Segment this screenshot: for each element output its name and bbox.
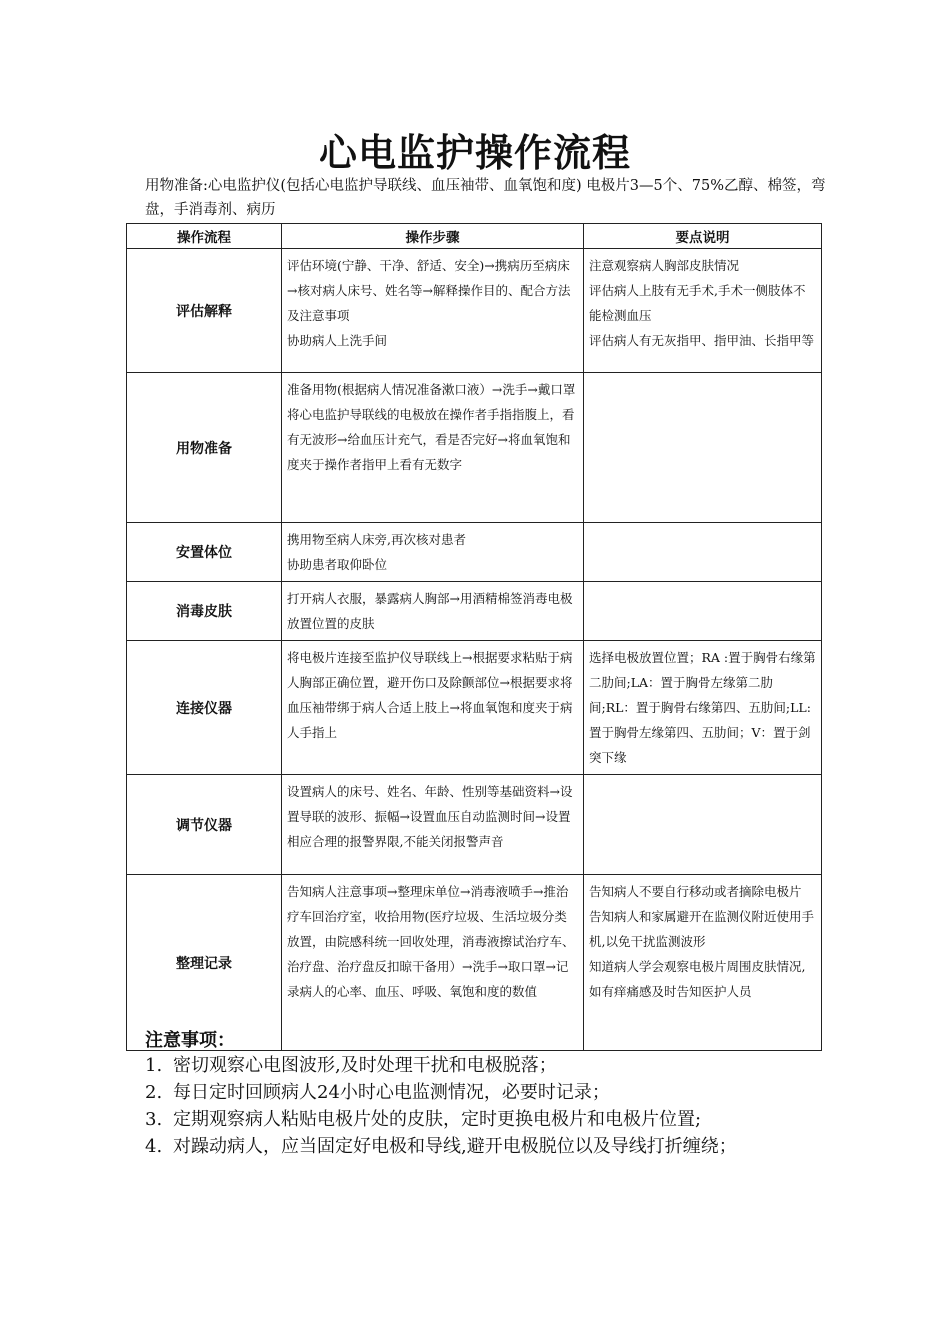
list-item [145,1054,825,1078]
list-number: 4. [145,1136,163,1157]
stage-cell: 调节仪器 [127,775,282,875]
stage-cell: 消毒皮肤 [127,582,282,641]
list-item [145,1108,825,1132]
list-text: 密切观察心电图波形,及时处理干扰和电极脱落； [173,1055,557,1076]
steps-cell [282,249,584,373]
step-text: 将心电监护导联线的电极放在操作者手指指腹上，看有无波形→给血压计充气，看是否完好→将血氧饱和度夹于操作者指甲上看有无数字 [287,407,575,472]
step-text: 准备用物(根据病人情况准备漱口液）→洗手→戴口罩 [287,382,576,397]
table-row [127,875,822,1051]
note-text: 告知病人和家属避开在监测仪附近使用手机,以免干扰监测波形 [589,909,815,949]
procedure-table [126,223,822,1051]
notes-cell [584,523,822,582]
list-item [145,1081,825,1105]
header-stage: 操作流程 [127,224,282,249]
notes-cell [584,373,822,523]
stage-cell: 连接仪器 [127,641,282,775]
list-text: 每日定时回顾病人24小时心电监测情况，必要时记录； [173,1082,610,1103]
step-text: 协助病人上洗手间 [287,333,388,348]
cautions-title: 注意事项： [145,1030,235,1051]
steps-cell [282,582,584,641]
table-row [127,523,822,582]
table-row [127,582,822,641]
table-row [127,641,822,775]
step-text: 评估环境(宁静、干净、舒适、安全)→携病历至病床→核对病人床号、姓名等→解释操作目的、配合方法及注意事项 [287,258,571,323]
list-number: 1. [145,1055,163,1076]
stage-cell: 安置体位 [127,523,282,582]
steps-cell [282,523,584,582]
notes-cell [584,775,822,875]
list-number: 3. [145,1109,163,1130]
cautions-list [145,1054,825,1159]
step-text: 协助患者取仰卧位 [287,557,388,572]
table-row [127,373,822,523]
step-text: 打开病人衣服，暴露病人胸部→用酒精棉签消毒电极放置位置的皮肤 [287,591,573,631]
note-text: 注意观察病人胸部皮肤情况 [589,258,740,273]
list-item [145,1135,825,1159]
header-steps: 操作步骤 [282,224,584,249]
note-text: 告知病人不要自行移动或者摘除电极片 [589,884,802,899]
table-row [127,249,822,373]
stage-cell: 评估解释 [127,249,282,373]
cautions-section [145,1028,825,1162]
note-text: 评估病人上肢有无手术,手术一侧肢体不能检测血压 [589,283,806,323]
steps-cell [282,775,584,875]
note-text: 知道病人学会观察电极片周围皮肤情况,如有痒痛感及时告知医护人员 [589,959,806,999]
note-text: 选择电极放置位置；RA :置于胸骨右缘第二肋间;LA：置于胸骨左缘第二肋间;RL：置于胸骨右缘第四、五肋间;LL:置于胸骨左缘第四、五肋间；V：置于剑突下缘 [589,650,816,765]
list-text: 定期观察病人粘贴电极片处的皮肤，定时更换电极片和电极片位置; [173,1109,702,1130]
notes-cell [584,249,822,373]
notes-cell [584,641,822,775]
table-row [127,775,822,875]
step-text: 设置病人的床号、姓名、年龄、性别等基础资料→设置导联的波形、振幅→设置血压自动监测时间→设置相应合理的报警界限,不能关闭报警声音 [287,784,573,849]
table-header-row [127,224,822,249]
supplies-paragraph: 用物准备:心电监护仪(包括心电监护导联线、血压袖带、血氧饱和度) 电极片3—5个、75%乙醇、棉签，弯盘，手消毒剂、病历 [145,178,826,218]
list-text: 对躁动病人，应当固定好电极和导线,避开电极脱位以及导线打折缠绕； [173,1136,737,1157]
step-text: 告知病人注意事项→整理床单位→消毒液喷手→推治疗车回治疗室，收拾用物(医疗垃圾、生活垃圾分类放置，由院感科统一回收处理，消毒液擦试治疗车、治疗盘、治疗盘反扣晾干备用）→洗手→取口罩→记录病人的心率、血压、呼吸、氧饱和度的数值 [287,884,575,999]
step-text: 将电极片连接至监护仪导联线上→根据要求粘贴于病人胸部正确位置，避开伤口及除颤部位→根据要求将血压袖带绑于病人合适上肢上→将血氧饱和度夹于病人手指上 [287,650,573,740]
step-text: 携用物至病人床旁,再次核对患者 [287,532,466,547]
header-notes: 要点说明 [584,224,822,249]
stage-cell: 整理记录 [127,875,282,1051]
stage-cell: 用物准备 [127,373,282,523]
notes-cell [584,582,822,641]
steps-cell [282,641,584,775]
steps-cell [282,373,584,523]
note-text: 评估病人有无灰指甲、指甲油、长指甲等 [589,333,815,348]
steps-cell [282,875,584,1051]
page-title: 心电监护操作流程 [318,130,631,175]
notes-cell [584,875,822,1051]
list-number: 2. [145,1082,163,1103]
